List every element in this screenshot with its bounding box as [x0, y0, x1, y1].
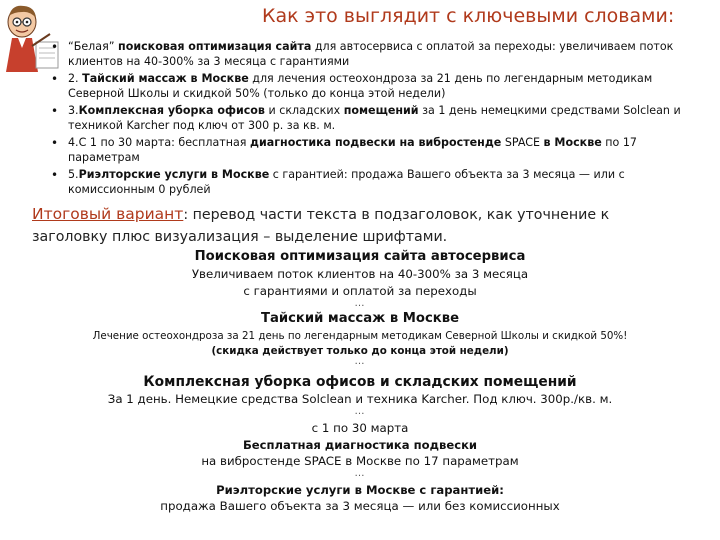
final-text-1b: с гарантиями и оплатой за переходы — [243, 284, 477, 298]
bullet-text: для автосервиса с оплатой за переходы: увеличиваем поток клиентов на 40-300% за 3 месяца с гарантиями — [68, 40, 674, 68]
bullet-text: для лечения остеохондроза за 21 день по легендарным методикам Северной Школы и скидкой 50% (только до конца этой недели) — [68, 72, 653, 100]
final-heading-4: Бесплатная диагностика подвески — [242, 438, 478, 452]
keyword-phrase: Тайский массаж в Москве — [82, 72, 249, 85]
bullet-text: 5. — [68, 168, 79, 181]
bullet-text: “Белая” — [68, 40, 119, 53]
final-text-4-date: с 1 по 30 марта — [311, 421, 409, 435]
final-text-4a: на вибростенде SPACE в Москве по 17 параметрам — [201, 454, 519, 468]
separator: … — [354, 406, 366, 417]
separator: … — [354, 298, 366, 309]
keyword-bullet — [48, 104, 708, 133]
keyword-examples-list — [48, 40, 708, 200]
final-variant — [0, 248, 720, 515]
summary-text: : перевод части текста в подзаголовок, как уточнение к заголовку плюс визуализация – выделение шрифтами. — [32, 207, 610, 245]
keyword-phrase: в Москве — [543, 136, 602, 149]
keyword-phrase: Риэлторские услуги в Москве — [78, 168, 270, 181]
bullet-text: по 17 параметрам — [68, 136, 637, 164]
separator: … — [354, 356, 366, 367]
summary-highlight: Итоговый вариант — [32, 205, 184, 223]
keyword-bullet — [48, 40, 708, 69]
keyword-bullet — [48, 72, 708, 101]
bullet-text: с гарантией: продажа Вашего объекта за 3 месяца — или с комиссионным 0 рублей — [68, 168, 625, 196]
final-text-1a: Увеличиваем поток клиентов на 40-300% за 3 месяца — [191, 267, 529, 281]
bullet-text: 2. — [68, 72, 83, 85]
bullet-text: 4.С 1 по 30 марта: бесплатная — [68, 136, 251, 149]
keyword-phrase: Комплексная уборка офисов — [78, 104, 265, 117]
final-text-5a: продажа Вашего объекта за 3 месяца — или без комиссионных — [160, 499, 560, 513]
final-heading-1: Поисковая оптимизация сайта автосервиса — [194, 249, 526, 264]
keyword-bullet — [48, 168, 708, 197]
keyword-phrase: помещений — [343, 104, 419, 117]
separator: … — [354, 468, 366, 479]
slide-title: Как это выглядит с ключевыми словами: — [262, 5, 675, 27]
bullet-text: и складских — [264, 104, 344, 117]
keyword-bullet — [48, 136, 708, 165]
keyword-phrase: поисковая оптимизация сайта — [118, 40, 312, 53]
final-text-2b: (скидка действует только до конца этой недели) — [211, 345, 509, 357]
final-heading-3: Комплексная уборка офисов и складских помещений — [143, 374, 577, 390]
keyword-phrase: диагностика подвески на вибростенде — [250, 136, 502, 149]
bullet-text: SPACE — [501, 136, 544, 149]
bullet-text: 3. — [68, 104, 79, 117]
final-text-3a: За 1 день. Немецкие средства Solclean и техника Karcher. Под ключ. 300р./кв. м. — [107, 392, 613, 406]
final-text-2a: Лечение остеохондроза за 21 день по легендарным методикам Северной Школы и скидкой 50%! — [92, 330, 628, 342]
summary-paragraph — [32, 203, 672, 248]
final-heading-5: Риэлторские услуги в Москве с гарантией: — [216, 483, 504, 497]
bullet-text: за 1 день немецкими средствами Solclean и техникой Karcher под ключ от 300 р. за кв. м. — [68, 104, 681, 132]
final-heading-2: Тайский массаж в Москве — [260, 311, 460, 326]
